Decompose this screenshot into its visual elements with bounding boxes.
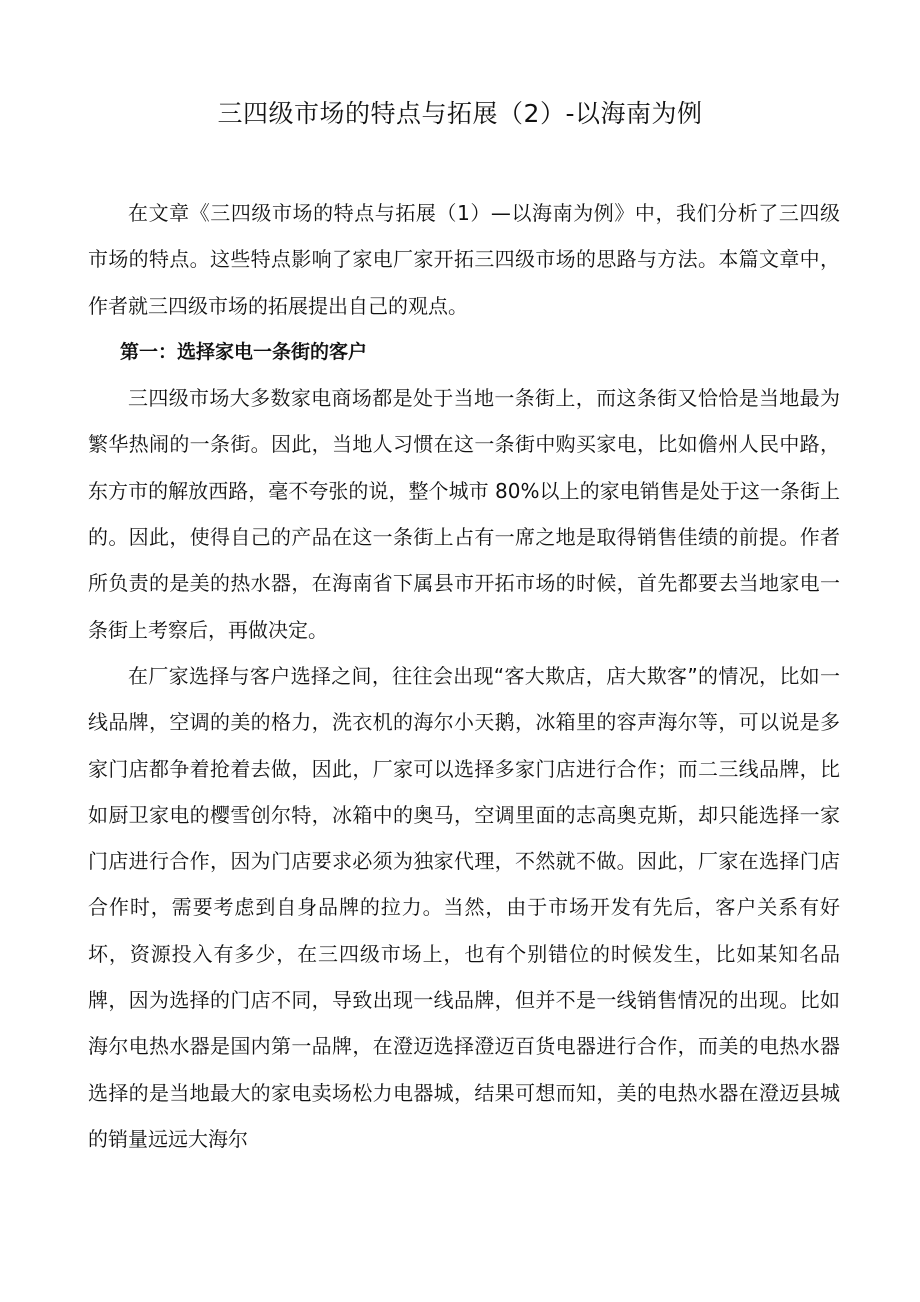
section-heading: 第一：选择家电一条街的客户 <box>120 340 368 363</box>
intro-paragraph: 在文章《三四级市场的特点与拓展（1）—以海南为例》中，我们分析了三四级市场的特点。这些特点影响了家电厂家开拓三四级市场的思路与方法。本篇文章中，作者就三四级市场的拓展提出自己的观点。 <box>88 201 840 318</box>
body-paragraph: 在厂家选择与客户选择之间，往往会出现“客大欺店，店大欺客”的情况，比如一线品牌，空调的美的格力，洗衣机的海尔小天鹅，冰箱里的容声海尔等，可以说是多家门店都争着抢着去做，因此，厂家可以选择多家门店进行合作；而二三线品牌，比如厨卫家电的樱雪创尔特，冰箱中的奥马，空调里面的志高奥克斯，却只能选择一家门店进行合作，因为门店要求必须为独家代理，不然就不做。因此，厂家在选择门店合作时，需要考虑到自身品牌的拉力。当然，由于市场开发有先后，客户关系有好坏，资源投入有多少，在三四级市场上，也有个别错位的时候发生，比如某知名品牌，因为选择的门店不同，导致出现一线品牌，但并不是一线销售情况的出现。比如海尔电热水器是国内第一品牌，在澄迈选择澄迈百货电器进行合作，而美的电热水器选择的是当地最大的家电卖场松力电器城，结果可想而知，美的电热水器在澄迈县城的销量远远大海尔 <box>88 663 840 1151</box>
document-title: 三四级市场的特点与拓展（2）-以海南为例 <box>217 99 703 128</box>
document-body <box>88 190 840 1162</box>
body-paragraph: 三四级市场大多数家电商场都是处于当地一条街上，而这条街又恰恰是当地最为繁华热闹的一条街。因此，当地人习惯在这一条街中购买家电，比如儋州人民中路，东方市的解放西路，毫不夸张的说，整个城市 80%以上的家电销售是处于这一条街上的。因此，使得自己的产品在这一条街上占有一席之地是取得销售佳绩的前提。作者所负责的是美的热水器，在海南省下属县市开拓市场的时候，首先都要去当地家电一条街上考察后，再做决定。 <box>88 386 840 642</box>
